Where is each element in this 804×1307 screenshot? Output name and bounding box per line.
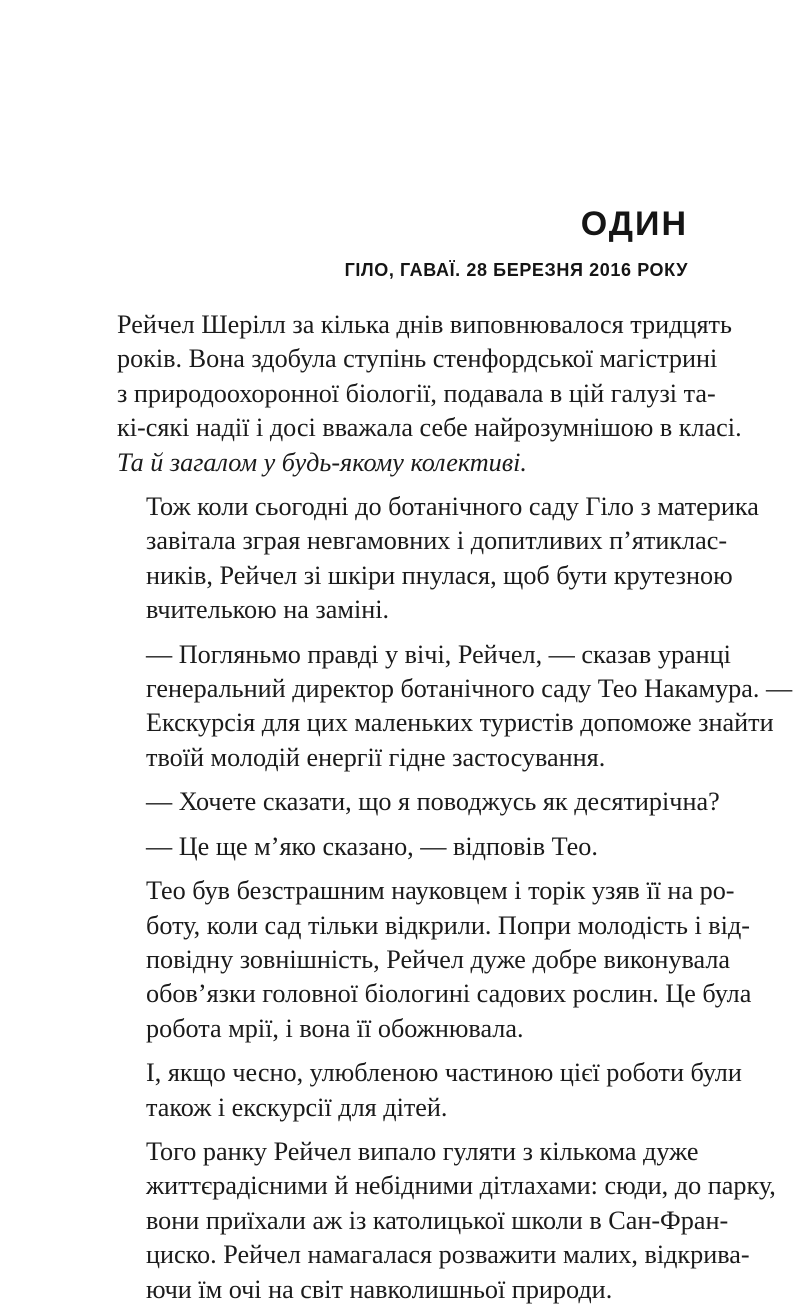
text-line: ючи їм очі на світ навколишньої природи. [146, 1274, 613, 1304]
text-line: Того ранку Рейчел випало гуляти з кількома дуже [146, 1136, 699, 1166]
paragraph [117, 638, 793, 776]
text-line: кі-сякі надії і досі вважала себе найрозумнішою в класі. [117, 413, 742, 443]
chapter-dateline: ГІЛО, ГАВАЇ. 28 БЕРЕЗНЯ 2016 РОКУ [344, 260, 688, 280]
text-line: робота мрії, і вона її обожнювала. [146, 1013, 524, 1043]
text-line: вони приїхали аж із католицької школи в Сан-Фран- [146, 1205, 729, 1235]
text-line: Тео був безстрашним науковцем і торік узяв її на ро- [146, 876, 735, 906]
paragraph [117, 785, 720, 819]
text-line: Рейчел Шерілл за кілька днів виповнювалося тридцять [117, 310, 732, 339]
text-line: життєрадісними й небідними дітлахами: сюди, до парку, [146, 1171, 776, 1201]
text-line: — Хочете сказати, що я поводжусь як десятирічна? [146, 787, 720, 817]
text-line: Тож коли сьогодні до ботанічного саду Гіло з материка [146, 492, 759, 522]
text-line: з природоохоронної біології, подавала в цій галузі та- [117, 378, 716, 408]
text-line: вчителькою на заміні. [146, 595, 390, 625]
chapter-title: ОДИН [580, 205, 688, 243]
paragraph [117, 308, 742, 480]
text-line: років. Вона здобула ступінь стенфордської магістрині [117, 344, 718, 374]
paragraph [117, 830, 687, 864]
text-line: боту, коли сад тільки відкрили. Попри молодість і від- [146, 910, 750, 940]
text-line: — Це ще м’яко сказано, — відповів Тео. [146, 831, 598, 861]
body-text [117, 308, 793, 1307]
text-line: — Погляньмо правді у вічі, Рейчел, — сказав уранці [146, 639, 731, 669]
text-line: також і екскурсії для дітей. [146, 1092, 448, 1122]
text-line: завітала зграя невгамовних і допитливих п’ятиклас- [146, 526, 728, 556]
paragraph [117, 1135, 776, 1307]
text-line: Екскурсія для цих маленьких туристів допоможе знайти [146, 708, 774, 738]
paragraph [117, 874, 752, 1046]
text-line: повідну зовнішність, Рейчел дуже добре виконувала [146, 944, 731, 974]
paragraph [117, 1056, 742, 1125]
paragraph [117, 490, 759, 628]
text-line: генеральний директор ботанічного саду Тео Накамура. — [146, 674, 793, 704]
text-line: циско. Рейчел намагалася розважити малих, відкрива- [146, 1240, 750, 1270]
text-line: І, якщо чесно, улюбленою частиною цієї роботи були [146, 1058, 742, 1088]
text-line: ників, Рейчел зі шкіри пнулася, щоб бути крутезною [146, 560, 733, 590]
text-line: твоїй молодій енергії гідне застосування. [146, 742, 606, 772]
text-line: обов’язки головної біологині садових рослин. Це була [146, 979, 752, 1009]
text-line-italic: Та й загалом у будь-якому колективі. [117, 447, 527, 477]
